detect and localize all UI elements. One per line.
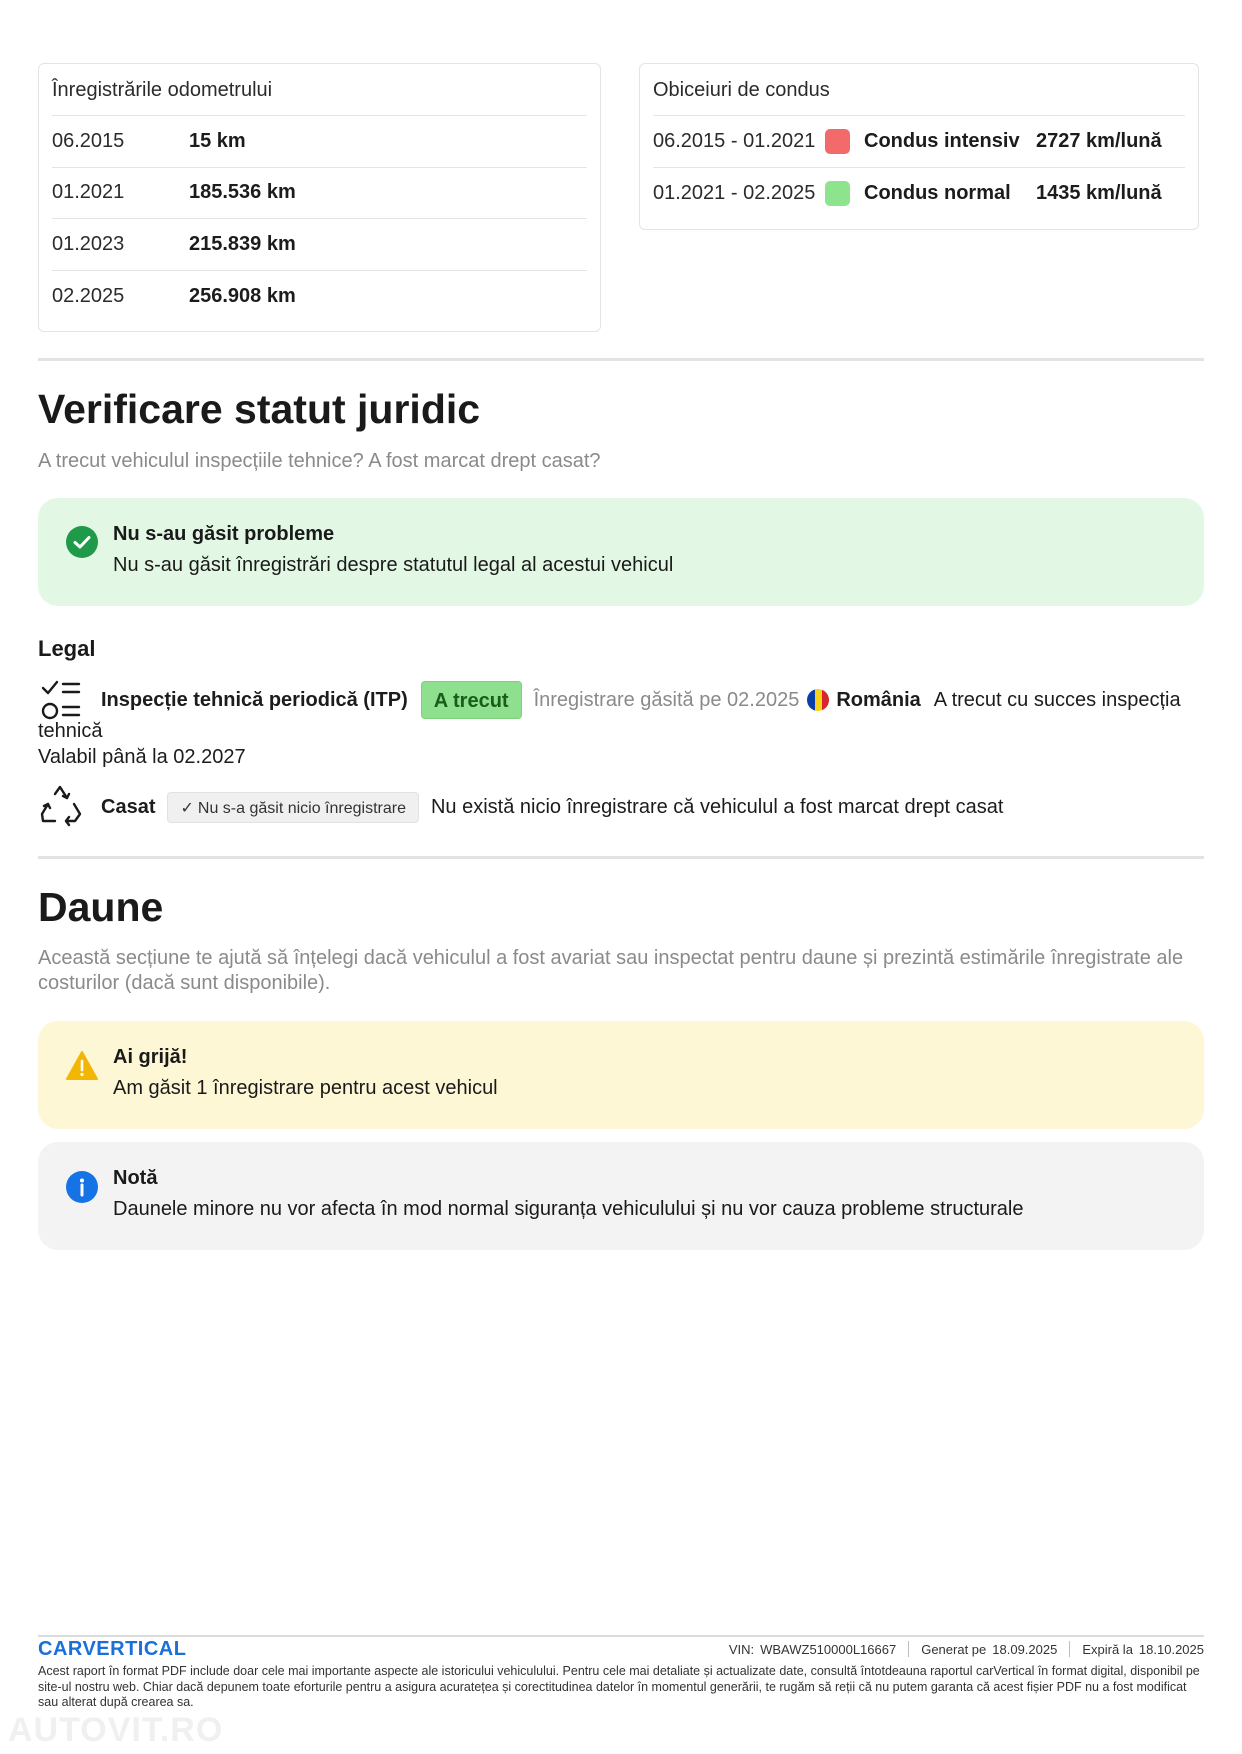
odometer-title: Înregistrările odometrului	[52, 64, 587, 116]
note-text: Daunele minore nu vor afecta în mod normal siguranța vehiculului și nu vor cauza probleme structurale	[113, 1198, 1024, 1220]
alert-text: Nu s-au găsit înregistrări despre statutul legal al acestui vehicul	[113, 554, 674, 576]
intensive-color-swatch	[825, 129, 850, 154]
odometer-date: 02.2025	[52, 284, 125, 307]
itp-note: A trecut cu succes inspecția	[933, 688, 1181, 711]
odometer-km: 185.536 km	[189, 181, 296, 204]
meta-separator	[1069, 1641, 1070, 1657]
footer-disclaimer: Acest raport în format PDF include doar cele mai importante aspecte ale istoricului vehiculului. Pentru cele mai detaliate și actualizate date, consultă întotdeauna raportul carVertical în format digital, disponibil pe site-ul nostru web. Chiar dacă depunem toate eforturile pentru a asigura acuratețea și corectitudinea datelor în momentul generării, te rugăm să reții că nu putem garanta că acest fișier PDF nu a fost modificat sau alterat după crearea sa.	[38, 1664, 1200, 1709]
normal-color-swatch	[825, 181, 850, 206]
odometer-km: 215.839 km	[189, 232, 296, 255]
odometer-km: 15 km	[189, 129, 246, 152]
habit-row	[653, 116, 1185, 168]
section-divider	[38, 358, 1204, 361]
damage-section-title: Daune	[38, 884, 164, 930]
habit-rate: 1435 km/lună	[1036, 181, 1162, 204]
scrapped-record	[38, 784, 1204, 830]
habit-period: 06.2015 - 01.2021	[653, 129, 816, 152]
itp-found-date: Înregistrare găsită pe 02.2025	[533, 688, 800, 711]
warning-title: Ai grijă!	[113, 1046, 188, 1068]
driving-habits-card	[639, 63, 1199, 230]
scrapped-status-badge	[167, 792, 419, 823]
habit-period: 01.2021 - 02.2025	[653, 181, 816, 204]
carvertical-logo: CARVERTICAL	[38, 1638, 187, 1660]
odometer-row	[52, 116, 587, 168]
romania-flag-icon	[807, 689, 829, 711]
vin-label: VIN:	[728, 1641, 755, 1657]
driving-habits-title: Obiceiuri de condus	[653, 64, 1185, 116]
scrapped-label: Casat	[101, 795, 156, 818]
legal-section-subtitle: A trecut vehiculul inspecțiile tehnice? A fost marcat drept casat?	[38, 450, 601, 472]
habit-label: Condus normal	[864, 181, 1011, 204]
odometer-date: 01.2023	[52, 232, 125, 255]
scrapped-note: Nu există nicio înregistrare că vehiculul a fost marcat drept casat	[430, 795, 1004, 818]
itp-country: România	[836, 688, 921, 711]
meta-separator	[908, 1641, 909, 1657]
odometer-row	[52, 271, 587, 323]
generated-label: Generat pe	[921, 1641, 987, 1657]
checklist-icon	[38, 678, 84, 722]
section-divider	[38, 856, 1204, 859]
odometer-date: 06.2015	[52, 129, 125, 152]
recycle-icon	[38, 784, 84, 830]
damage-note-alert	[38, 1142, 1204, 1250]
alert-title: Nu s-au găsit probleme	[113, 523, 335, 545]
report-meta	[729, 1637, 1204, 1661]
expires-label: Expiră la	[1082, 1641, 1133, 1657]
odometer-row	[52, 168, 587, 220]
itp-note-continued: tehnică	[38, 720, 103, 742]
warning-icon	[66, 1050, 98, 1082]
habit-label: Condus intensiv	[864, 129, 1020, 152]
odometer-km: 256.908 km	[189, 284, 296, 307]
warning-text: Am găsit 1 înregistrare pentru acest vehicul	[113, 1077, 498, 1099]
itp-label: Inspecție tehnică periodică (ITP)	[101, 688, 408, 711]
damage-section-subtitle: Această secțiune te ajută să înțelegi dacă vehiculul a fost avariat sau inspectat pentru daune și prezintă estimările înregistrate ale costurilor (dacă sunt disponibile).	[38, 947, 1184, 994]
note-title: Notă	[113, 1167, 158, 1189]
scrapped-status-text: Nu s-a găsit nicio înregistrare	[197, 799, 406, 817]
expires-date: 18.10.2025	[1138, 1641, 1204, 1657]
habit-row	[653, 168, 1185, 220]
damage-warning-alert	[38, 1021, 1204, 1129]
itp-record	[38, 678, 1204, 770]
vin-value: WBAWZ510000L16667	[760, 1641, 897, 1657]
legal-section-title: Verificare statut juridic	[38, 386, 481, 432]
check-circle-icon	[66, 526, 98, 558]
odometer-date: 01.2021	[52, 181, 125, 204]
generated-date: 18.09.2025	[992, 1641, 1058, 1657]
odometer-row	[52, 219, 587, 271]
checkmark-icon: ✓	[180, 799, 194, 817]
info-icon	[66, 1171, 98, 1203]
itp-passed-badge: A trecut	[421, 681, 522, 719]
itp-valid-until: Valabil până la 02.2027	[38, 746, 246, 768]
legal-group-title: Legal	[38, 636, 96, 661]
autovit-watermark: AUTOVIT.RO	[8, 1711, 224, 1749]
habit-rate: 2727 km/lună	[1036, 129, 1162, 152]
odometer-card	[38, 63, 601, 332]
no-problems-alert	[38, 498, 1204, 606]
